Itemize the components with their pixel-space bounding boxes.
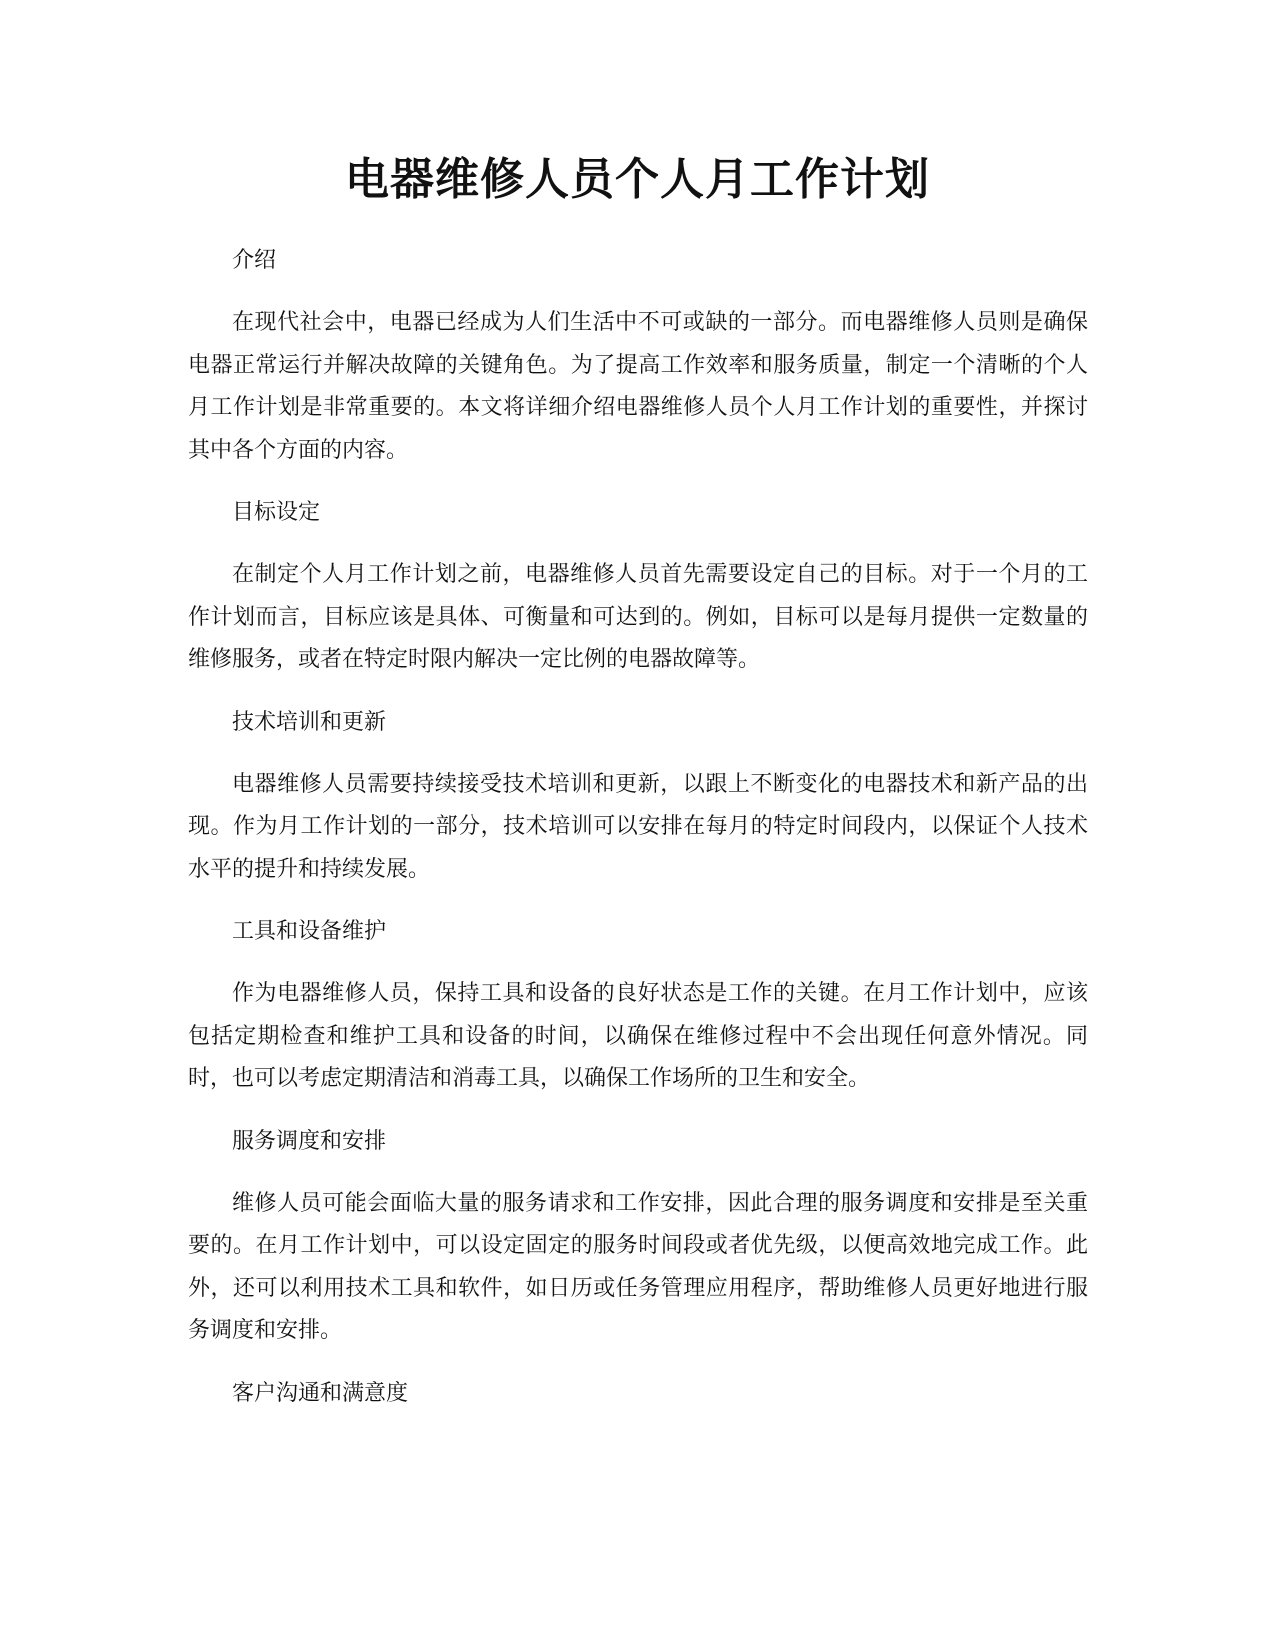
section-paragraph-scheduling: 维修人员可能会面临大量的服务请求和工作安排，因此合理的服务调度和安排是至关重要的。在月工作计划中，可以设定固定的服务时间段或者优先级，以便高效地完成工作。此外，还可以利用技术工具和软件，如日历或任务管理应用程序，帮助维修人员更好地进行服务调度和安排。 [188, 1190, 1088, 1343]
section-heading-customer: 客户沟通和满意度 [232, 1380, 409, 1406]
page-title: 电器维修人员个人月工作计划 [345, 154, 930, 205]
section-heading-tools: 工具和设备维护 [232, 919, 387, 944]
section-heading-goals: 目标设定 [232, 500, 321, 525]
document-body [188, 240, 1088, 1435]
section-paragraph-goals: 在制定个人月工作计划之前，电器维修人员首先需要设定自己的目标。对于一个月的工作计划而言，目标应该是具体、可衡量和可达到的。例如，目标可以是每月提供一定数量的维修服务，或者在特定时限内解决一定比例的电器故障等。 [188, 562, 1088, 672]
section-heading-intro: 介绍 [232, 248, 277, 273]
section-heading-training: 技术培训和更新 [232, 709, 387, 735]
section-paragraph-intro: 在现代社会中，电器已经成为人们生活中不可或缺的一部分。而电器维修人员则是确保电器正常运行并解决故障的关键角色。为了提高工作效率和服务质量，制定一个清晰的个人月工作计划是非常重要的。本文将详细介绍电器维修人员个人月工作计划的重要性，并探讨其中各个方面的内容。 [188, 310, 1088, 463]
section-paragraph-training: 电器维修人员需要持续接受技术培训和更新，以跟上不断变化的电器技术和新产品的出现。作为月工作计划的一部分，技术培训可以安排在每月的特定时间段内，以保证个人技术水平的提升和持续发展。 [188, 771, 1088, 882]
section-paragraph-tools: 作为电器维修人员，保持工具和设备的良好状态是工作的关键。在月工作计划中，应该包括定期检查和维护工具和设备的时间，以确保在维修过程中不会出现任何意外情况。同时，也可以考虑定期清洁和消毒工具，以确保工作场所的卫生和安全。 [188, 981, 1088, 1091]
section-heading-scheduling: 服务调度和安排 [232, 1128, 387, 1154]
